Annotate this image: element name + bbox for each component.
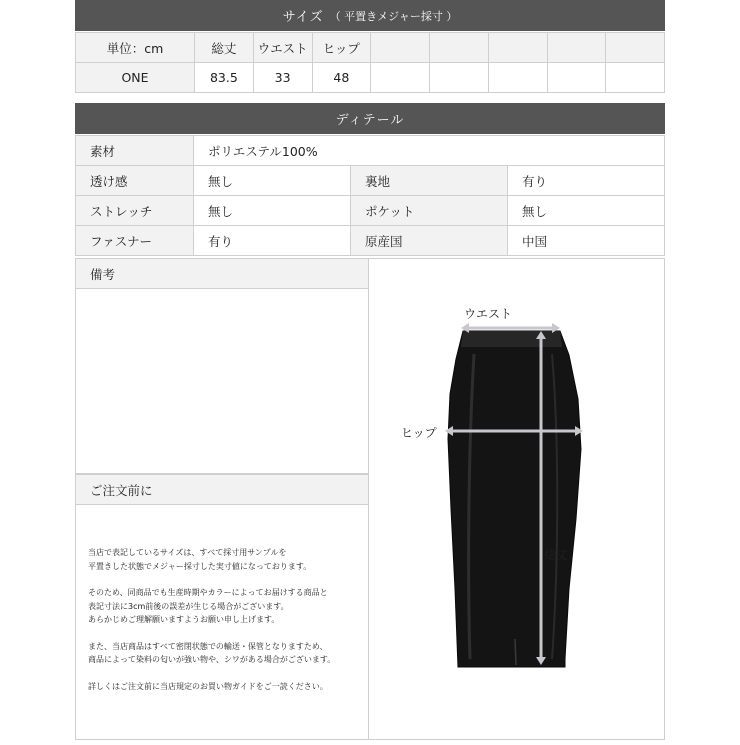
size-header-cell: ウエスト [253, 33, 312, 63]
size-cell: 33 [253, 63, 312, 93]
detail-row [76, 166, 665, 196]
remarks-box [75, 289, 369, 474]
detail-value: 無し [194, 166, 351, 196]
detail-label: ファスナー [76, 226, 194, 256]
size-header-cell: ヒップ [312, 33, 371, 63]
detail-row [76, 226, 665, 256]
detail-value: 中国 [508, 226, 665, 256]
detail-label: 透け感 [76, 166, 194, 196]
detail-value: 無し [508, 196, 665, 226]
detail-section-header [75, 103, 665, 134]
notice-line: 表記寸法に3cm前後の誤差が生じる場合がございます。 [88, 601, 289, 611]
waist-label: ウエスト [464, 307, 513, 321]
detail-value: 無し [194, 196, 351, 226]
detail-label: ストレッチ [76, 196, 194, 226]
detail-value: 有り [508, 166, 665, 196]
notice-paragraph [88, 546, 364, 573]
notice-line: そのため、同商品でも生産時期やカラーによってお届けする商品と [88, 588, 328, 597]
detail-value: 有り [194, 226, 351, 256]
before-order-notice [88, 546, 364, 706]
detail-label: 素材 [76, 136, 194, 166]
notice-line: あらかじめご理解願いますようお願い申し上げます。 [88, 615, 280, 624]
size-header-cell: 単位：cm [76, 33, 195, 63]
notice-line: また、当店商品はすべて密閉状態での輸送・保管となりますため、 [88, 641, 328, 651]
notice-line: 詳しくはご注文前に当店規定のお買い物ガイドをご一読ください。 [88, 681, 328, 691]
size-cell [606, 63, 665, 93]
size-cell [547, 63, 606, 93]
size-cell: 48 [312, 63, 371, 93]
size-header-cell [430, 33, 489, 63]
size-cell [488, 63, 547, 93]
detail-label: 原産国 [351, 226, 508, 256]
size-cell [371, 63, 430, 93]
notice-paragraph [88, 680, 364, 694]
detail-table [75, 135, 665, 256]
size-header-cell: 総丈 [195, 33, 254, 63]
length-label: 総丈 [544, 548, 569, 562]
product-diagram-panel [369, 258, 665, 740]
size-section-header [75, 0, 665, 31]
detail-row [76, 136, 665, 166]
size-header-cell [547, 33, 606, 63]
size-table-header-row [76, 33, 665, 63]
size-cell: ONE [76, 63, 195, 93]
hip-label: ヒップ [401, 426, 437, 440]
detail-value: ポリエステル100% [194, 136, 665, 166]
size-section-title: サイズ [282, 10, 324, 25]
size-header-cell [488, 33, 547, 63]
skirt-diagram [369, 259, 665, 741]
size-table-row [76, 63, 665, 93]
remarks-label: 備考 [75, 258, 369, 289]
detail-row [76, 196, 665, 226]
size-table [75, 32, 665, 93]
detail-label: ポケット [351, 196, 508, 226]
size-header-cell [371, 33, 430, 63]
notice-paragraph [88, 586, 364, 627]
notice-paragraph [88, 640, 364, 667]
detail-section-title: ディテール [335, 113, 405, 128]
notice-line: 商品によって染料の匂いが強い物や、シワがある場合がございます。 [88, 655, 336, 664]
notice-line: 当店で表記しているサイズは、すべて採寸用サンプルを [88, 548, 287, 557]
size-cell: 83.5 [195, 63, 254, 93]
before-order-label: ご注文前に [75, 474, 369, 505]
detail-label: 裏地 [351, 166, 508, 196]
size-section-note: （ 平置きメジャー採寸 ） [329, 9, 458, 23]
size-cell [430, 63, 489, 93]
size-header-cell [606, 33, 665, 63]
notice-line: 平置きした状態でメジャー採寸した実寸値になっております。 [88, 561, 312, 571]
